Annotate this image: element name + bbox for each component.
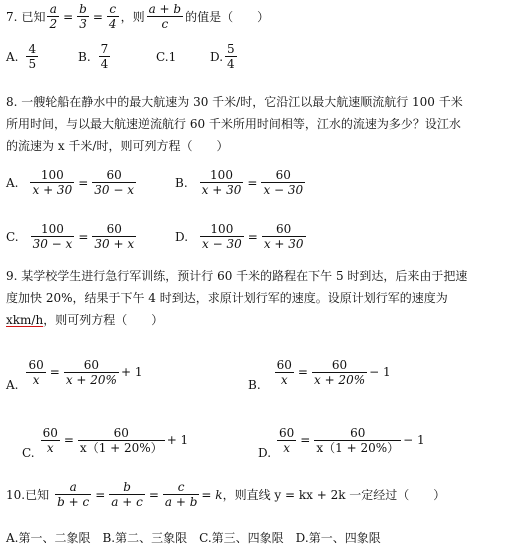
q9-option-d[interactable]: D. $\frac{60}{x}$ = $\frac{60}{x(1 + 20\%)}$ − 1 xyxy=(258,425,425,460)
q9-stem-line3 xyxy=(6,312,163,328)
q7-option-c[interactable]: C.1 xyxy=(156,50,177,64)
q9-speed-unit: xkm/h xyxy=(6,313,44,327)
q8-option-d[interactable]: D. $\frac{100}{x - 30}$ = $\frac{60}{x + 30}$ xyxy=(175,222,304,251)
q7-option-b[interactable]: B. $\frac{7}{4}$ xyxy=(78,42,109,71)
q7-stem: 7. 已知 $\frac{a}{2}$ = $\frac{b}{3}$ = $\frac{c}{4}$ ，则 $\frac{a + b}{c}$ 的值是（ ） xyxy=(6,2,270,31)
q7-frac-a2: $\frac{a}{2}$ xyxy=(49,2,58,31)
q9-option-a[interactable]: A. $\frac{60}{x}$ = $\frac{60}{x + 20\%}$ + 1 xyxy=(6,357,143,392)
q10-frac3: $\frac{c}{a + b}$ xyxy=(164,480,198,509)
q10-frac2: $\frac{b}{a + c}$ xyxy=(111,480,143,509)
q10-equals-k: = k xyxy=(201,487,223,502)
q10-prefix: 已知 xyxy=(25,487,50,502)
q8-option-a[interactable]: A. $\frac{100}{x + 30}$ = $\frac{60}{30 - x}$ xyxy=(6,168,135,197)
q7-mid: ，则 xyxy=(120,9,145,24)
q7-prefix: 已知 xyxy=(21,9,46,24)
q10-suffix: ，则直线 y = kx + 2k 一定经过（ ） xyxy=(222,487,446,502)
q8-stem-line1: 8. 一艘轮船在静水中的最大航速为 30 千米/时，它沿江以最大航速顺流航行 100 千米 xyxy=(6,95,463,109)
q10-options[interactable]: A.第一、二象限 B.第二、三象限 C.第三、四象限 D.第一、四象限 xyxy=(6,531,381,545)
q9-stem-line1: 9. 某学校学生进行急行军训练，预计行 60 千米的路程在下午 5 时到达，后来由于把速 xyxy=(6,269,468,283)
q8-stem-line2: 所用时间，与以最大航速逆流航行 60 千米所用时间相等，江水的流速为多少？设江水 xyxy=(6,117,461,131)
q7-frac-c4: $\frac{c}{4}$ xyxy=(108,2,117,31)
q9-option-b[interactable]: B. $\frac{60}{x}$ = $\frac{60}{x + 20\%}$ − 1 xyxy=(248,357,391,392)
q9-stem-line2: 度加快 20%，结果于下午 4 时到达，求原计划行军的速度。设原计划行军的速度为 xyxy=(6,291,448,305)
q10-frac1: $\frac{a}{b + c}$ xyxy=(57,480,90,509)
q9-option-c[interactable]: C. $\frac{60}{x}$ = $\frac{60}{x(1 + 20\%)}$ + 1 xyxy=(22,425,189,460)
q8-option-b[interactable]: B. $\frac{100}{x + 30}$ = $\frac{60}{x - 30}$ xyxy=(175,168,304,197)
q7-frac-target: $\frac{a + b}{c}$ xyxy=(148,2,182,31)
q7-option-a[interactable]: A. $\frac{4}{5}$ xyxy=(6,42,37,71)
q10-number: 10. xyxy=(6,487,26,502)
q10-stem: 10. 已知 $\frac{a}{b + c}$ = $\frac{b}{a + c}$ = $\frac{c}{a + b}$ = k ，则直线 y = kx + 2k 一定经过（ ） xyxy=(6,480,446,509)
q7-number: 7. xyxy=(6,9,18,24)
q8-stem-line3: 的流速为 x 千米/时，则可列方程（ ） xyxy=(6,139,229,153)
q9-stem-line3-rest: ，则可列方程（ ） xyxy=(43,313,164,327)
q7-option-d[interactable]: D. $\frac{5}{4}$ xyxy=(210,42,235,71)
q7-frac-b3: $\frac{b}{3}$ xyxy=(79,2,87,31)
q8-option-c[interactable]: C. $\frac{100}{30 - x}$ = $\frac{60}{30 + x}$ xyxy=(6,222,135,251)
q7-suffix: 的值是（ ） xyxy=(185,9,270,24)
